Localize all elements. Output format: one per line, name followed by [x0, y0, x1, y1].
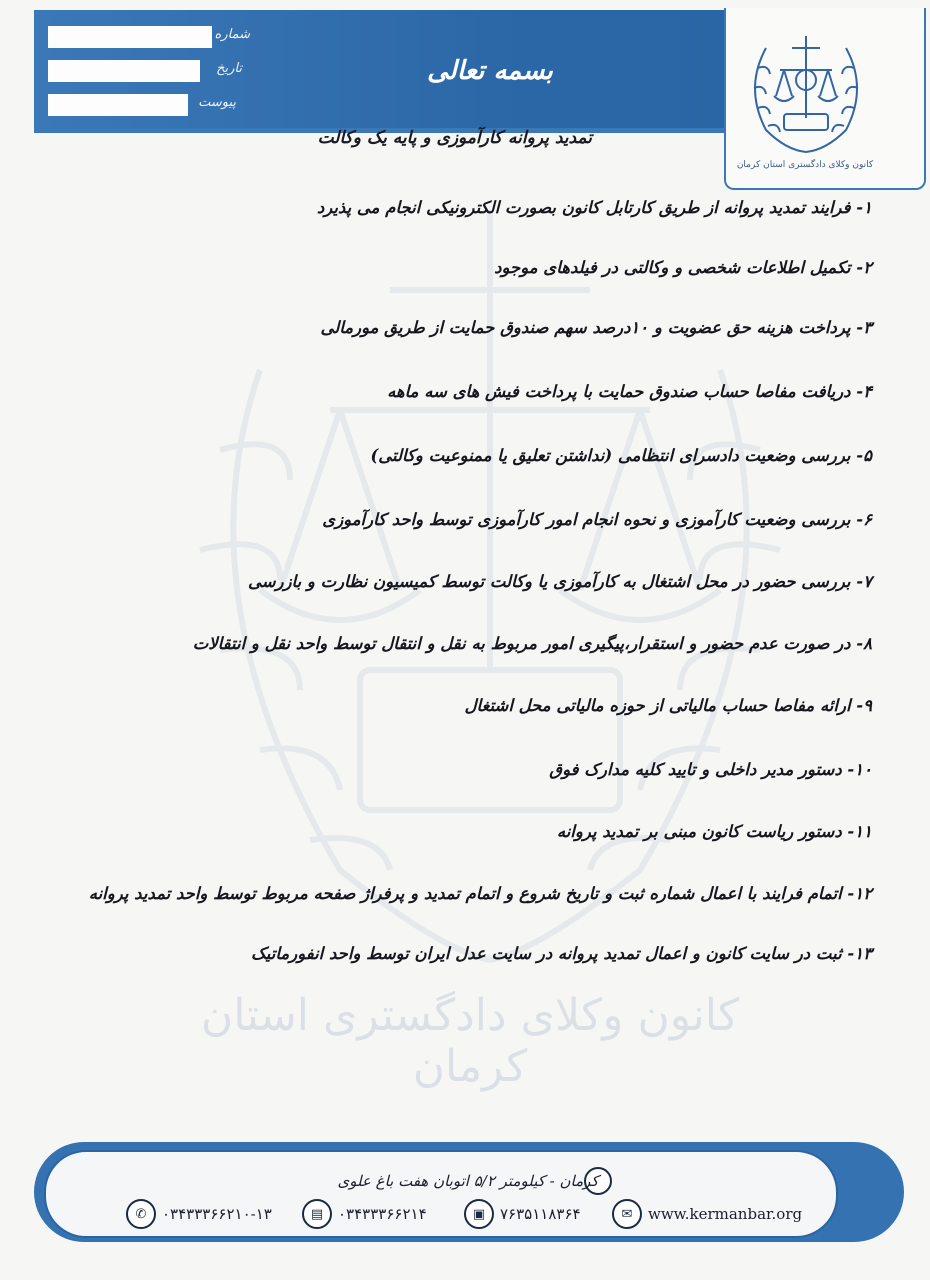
- list-item: ۷- بررسی حضور در محل اشتغال به کارآموزی یا وکالت توسط کمیسیون نظارت و بازرسی: [248, 572, 872, 591]
- email-icon: ✉: [612, 1199, 642, 1229]
- list-item: ۳- پرداخت هزینه حق عضویت و ۱۰درصد سهم صندوق حمایت از طریق مورمالی: [320, 318, 872, 337]
- list-item: ۱۳- ثبت در سایت کانون و اعمال تمدید پروانه در سایت عدل ایران توسط واحد انفورماتیک: [251, 944, 872, 963]
- watermark-text: کانون وکلای دادگستری استان کرمان: [200, 990, 740, 1092]
- website-link[interactable]: www.kermanbar.org: [648, 1205, 803, 1223]
- logo-caption: کانون وکلای دادگستری استان کرمان: [736, 160, 874, 170]
- phone-icon: ✆: [126, 1199, 156, 1229]
- list-item: ۵- بررسی وضعیت دادسرای انتظامی (نداشتن تعلیق یا ممنوعیت وکالتی): [370, 446, 872, 465]
- date-label: تاریخ: [216, 61, 242, 76]
- list-item: ۱۰- دستور مدیر داخلی و تایید کلیه مدارک فوق: [549, 760, 872, 779]
- postal-contact: [464, 1200, 581, 1228]
- list-item: ۶- بررسی وضعیت کارآموزی و نحوه انجام امور کارآموزی توسط واحد کارآموزی: [322, 510, 872, 529]
- number-field[interactable]: [48, 26, 212, 48]
- phone-number[interactable]: ۰۳۴۳۳۳۶۶۲۱۰-۱۳: [162, 1205, 272, 1223]
- mailbox-icon: ▣: [464, 1199, 494, 1229]
- fax-number: ۰۳۴۳۳۳۶۶۲۱۴: [338, 1205, 427, 1223]
- basmala-heading: بسمه تعالی: [427, 56, 553, 86]
- emblem-watermark: [140, 150, 840, 1050]
- website-contact[interactable]: [612, 1200, 802, 1228]
- fax-contact: [302, 1200, 427, 1228]
- number-label: شماره: [214, 27, 250, 42]
- logo-panel: [724, 8, 926, 190]
- attachment-field[interactable]: [48, 94, 188, 116]
- list-item: ۹- ارائه مفاصا حساب مالیاتی از حوزه مالیاتی محل اشتغال: [464, 696, 872, 715]
- footer-address: کرمان - کیلومتر ۵/۲ اتوبان هفت باغ علوی: [337, 1172, 599, 1190]
- phone-contact[interactable]: [126, 1200, 272, 1228]
- date-field[interactable]: [48, 60, 200, 82]
- list-item: ۲- تکمیل اطلاعات شخصی و وکالتی در فیلدهای موجود: [494, 258, 872, 277]
- fax-icon: ▤: [302, 1199, 332, 1229]
- list-item: ۸- در صورت عدم حضور و استقرار،پیگیری امور مربوط به نقل و انتقال توسط واحد نقل و انتقالات: [192, 634, 872, 653]
- list-item: ۱۲- اتمام فرایند با اعمال شماره ثبت و تاریخ شروع و اتمام تمدید و پرفراژ صفحه مربوط توسط واحد تمدید پروانه: [88, 884, 872, 903]
- list-item: ۱- فرایند تمدید پروانه از طریق کارتابل کانون بصورت الکترونیکی انجام می پذیرد: [316, 198, 872, 217]
- attachment-label: پیوست: [198, 95, 236, 110]
- list-item: ۱۱- دستور ریاست کانون مبنی بر تمدید پروانه: [556, 822, 872, 841]
- list-item: ۴- دریافت مفاصا حساب صندوق حمایت با پرداخت فیش های سه ماهه: [387, 382, 872, 401]
- document-title: تمدید پروانه کارآموزی و پایه یک وکالت: [317, 128, 592, 148]
- postal-code: ۷۶۳۵۱۱۸۳۶۴: [500, 1205, 581, 1223]
- bar-association-logo: [736, 18, 876, 158]
